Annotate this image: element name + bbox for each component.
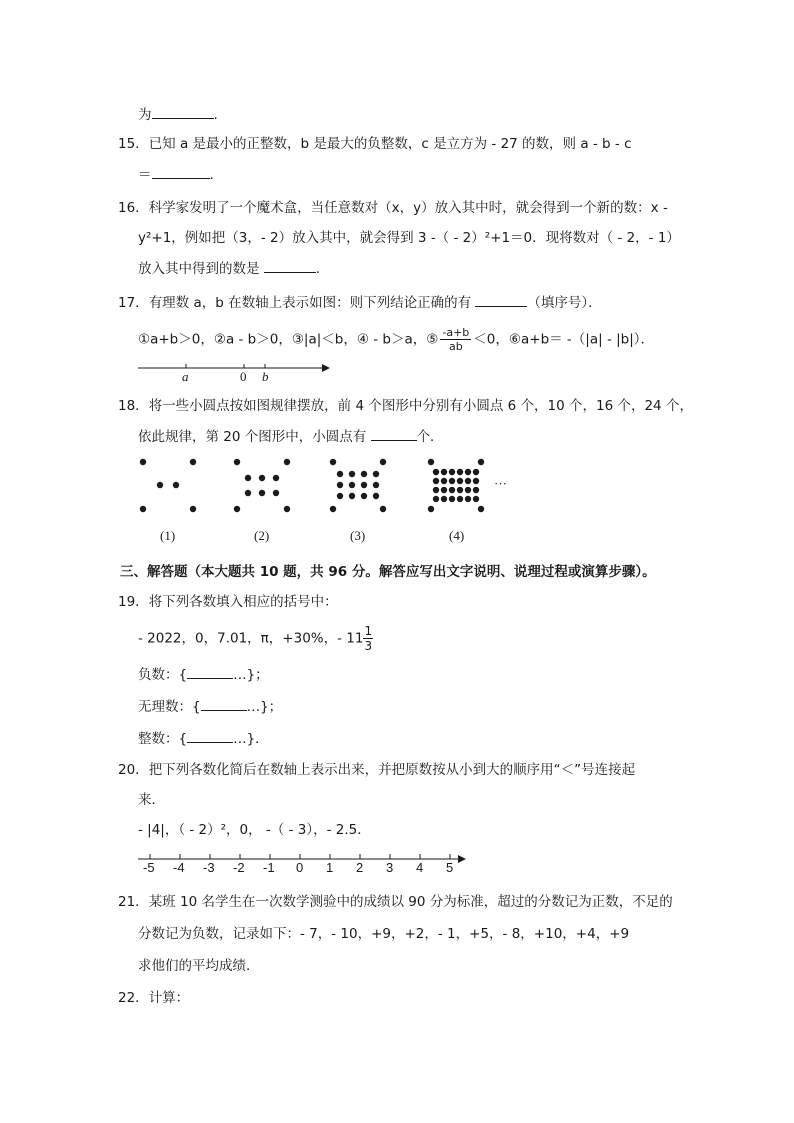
axis-label-zero: 0 [240,369,247,384]
answer-blank[interactable] [371,426,417,441]
category-negative: 负数：{ …}； [138,664,269,685]
axis-tick-label: 0 [296,860,304,875]
mixed-fraction: $\frac{1}{3}$ [364,624,373,653]
q14-tail: 为 . [138,104,218,125]
question-18-line2: 依此规律，第 20 个图形中，小圆点有 个． [138,426,444,447]
question-20-line2: 来． [138,792,165,808]
axis-label-b: b [262,369,269,384]
axis-tick-label: 5 [446,860,454,875]
fraction: $\frac{-a+b}{ab}$ [442,326,470,353]
question-21-line3: 求他们的平均成绩． [138,958,260,974]
answer-blank[interactable] [152,104,214,119]
axis-tick-label: -2 [233,860,245,875]
figure-label-2: (2) [254,528,270,543]
axis-tick-label: -5 [143,860,155,875]
axis-tick-label: 1 [326,860,334,875]
question-19-numbers: - 2022，0，7.01，π，+30%，- 11 $\frac{1}{3}$ [138,624,373,653]
question-21: 21．某班 10 名学生在一次数学测验中的成绩以 90 分为标准，超过的分数记为正数，不足的 [118,894,673,910]
answer-blank[interactable] [152,164,210,179]
axis-tick-label: -4 [173,860,185,875]
answer-blank[interactable] [475,292,527,307]
q17-number-line [138,360,338,384]
figure-label-4: (4) [449,528,465,543]
question-17-options: ①a+b＞0，②a - b＞0，③|a|＜b，④ - b＞a，⑤ $\frac{-a+b}{ab}$ ＜0，⑥a+b＝ -（|a| - |b|）． [138,326,655,353]
question-21-line2: 分数记为负数，记录如下：- 7，- 10，+9，+2，- 1，+5，- 8，+10，+4，+9 [138,926,630,942]
category-integer: 整数：{ …}． [138,728,269,749]
answer-blank[interactable] [264,258,316,273]
answer-blank[interactable] [187,664,233,679]
question-17: 17．有理数 a，b 在数轴上表示如图：则下列结论正确的有 （填序号）． [118,292,602,313]
question-16-line3: 放入其中得到的数是 . [138,258,320,279]
dot-figure-1 [140,459,196,512]
dot-figure-3 [330,459,386,512]
category-irrational: 无理数：{ …}； [138,696,282,717]
arrow-head-icon [322,364,330,372]
question-15-answer-line: ＝ . [138,164,214,185]
question-19: 19．将下列各数填入相应的括号中： [118,594,338,610]
answer-blank[interactable] [201,696,247,711]
q18-dot-figures [130,452,520,520]
figure-label-3: (3) [350,528,366,543]
dots-ellipsis: ··· [494,476,507,491]
question-22: 22．计算： [118,990,190,1006]
question-16: 16．科学家发明了一个魔术盒，当任意数对（x，y）放入其中时，就会得到一个新的数：x - [118,200,668,216]
question-20: 20．把下列各数化简后在数轴上表示出来，并把原数按从小到大的顺序用“＜”号连接起 [118,762,636,778]
arrow-head-icon [458,855,466,863]
dot-figure-2 [234,459,290,512]
section-heading: 三、解答题（本大题共 10 题，共 96 分。解答应写出文字说明、说理过程或演算步骤）。 [120,564,656,580]
question-15: 15．已知 a 是最小的正整数，b 是最大的负整数，c 是立方为 - 27 的数，则 a - b - c [118,136,632,152]
axis-tick-label: -1 [263,860,275,875]
question-16-line2: y²+1，例如把（3，- 2）放入其中，就会得到 3 -（ - 2）²+1＝0．现将数对（ - 2，- 1） [138,230,680,246]
answer-blank[interactable] [187,728,233,743]
axis-tick-label: -3 [203,860,215,875]
dot-figure-4 [428,459,484,512]
question-20-values: - |4|，（ - 2）²，0， -（ - 3），- 2.5． [138,822,371,838]
axis-label-a: a [182,369,189,384]
axis-tick-label: 2 [356,860,364,875]
axis-tick-label: 4 [416,860,424,875]
question-18: 18．将一些小圆点按如图规律摆放，前 4 个图形中分别有小圆点 6 个，10 个，16 个，24 个， [118,398,693,414]
axis-tick-label: 3 [386,860,394,875]
figure-label-1: (1) [160,528,176,543]
